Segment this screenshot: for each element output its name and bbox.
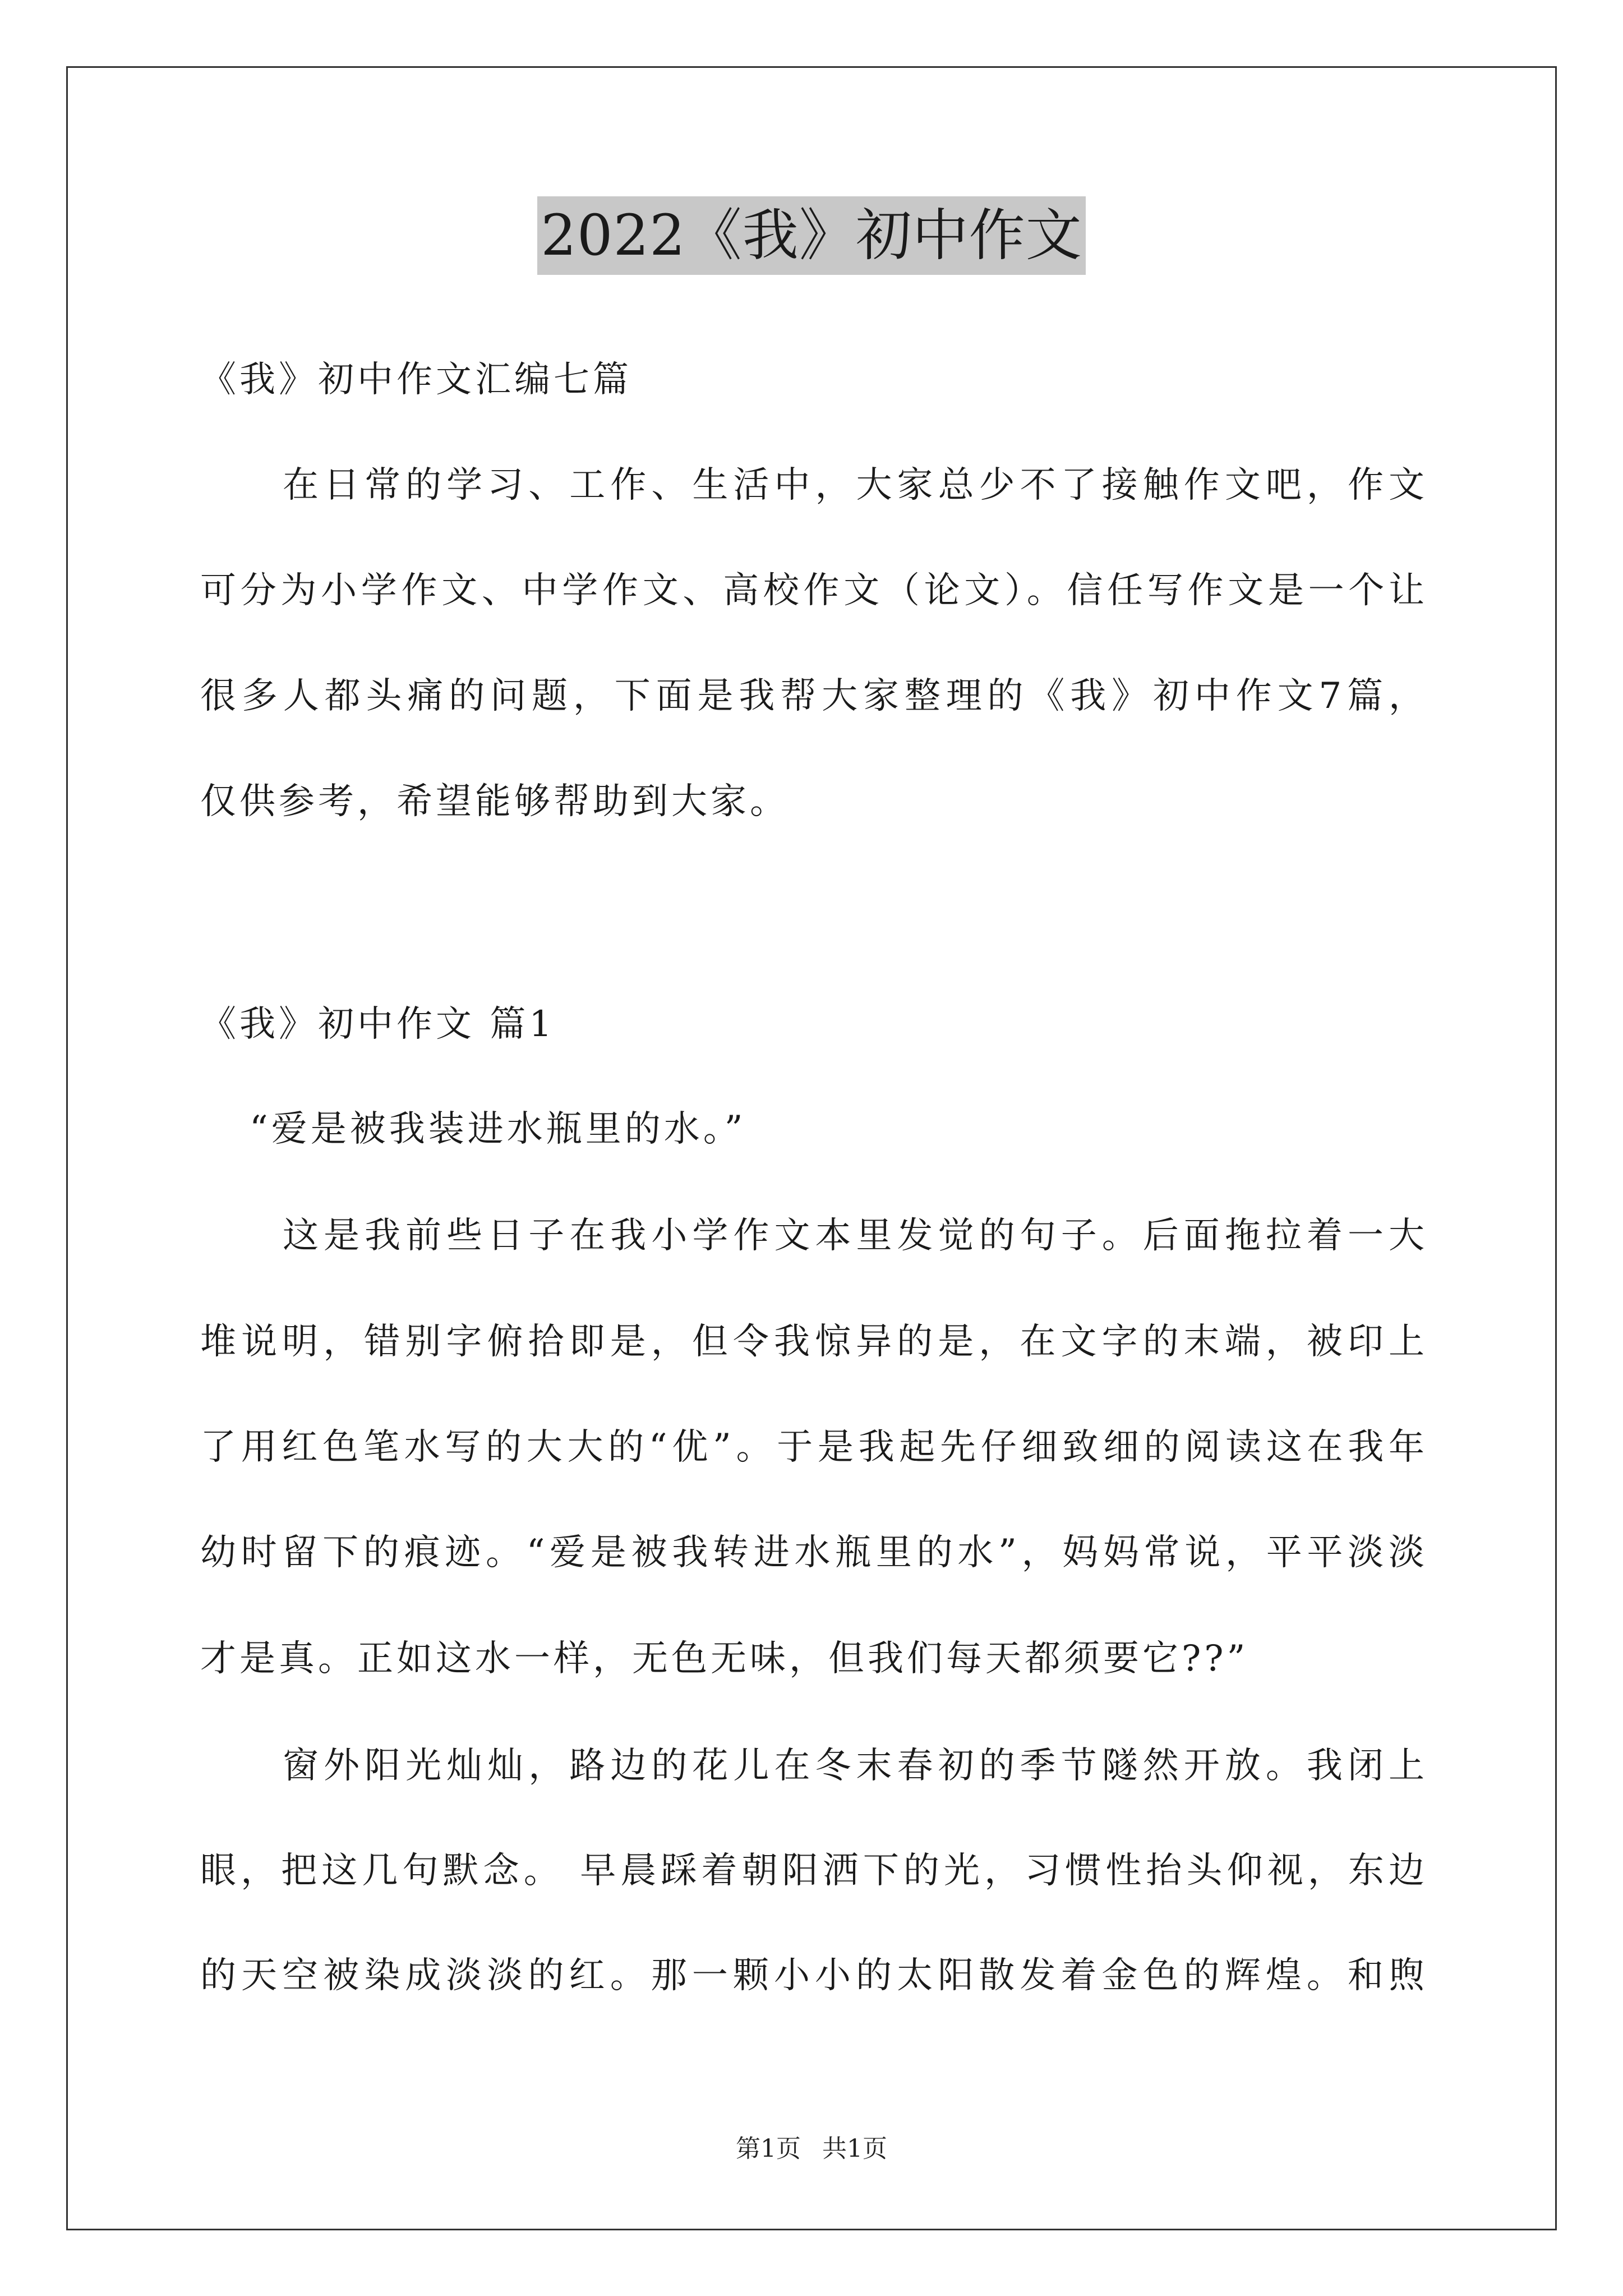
paragraph1-line-5: 才是真。正如这水一样，无色无味，但我们每天都须要它??” [200, 1638, 1249, 1680]
section-heading: 《我》初中作文 篇1 [200, 1004, 556, 1045]
intro-line-3: 很多人都头痛的问题，下面是我帮大家整理的《我》初中作文7篇， [200, 675, 1424, 717]
quote-line: “爱是被我装进水瓶里的水。” [250, 1108, 746, 1150]
paragraph2-line-2: 眼，把这几句默念。 早晨踩着朝阳洒下的光，习惯性抬头仰视，东边 [200, 1850, 1424, 1892]
intro-line-1: 在日常的学习、工作、生活中，大家总少不了接触作文吧，作文 [283, 464, 1424, 506]
document-subtitle: 《我》初中作文汇编七篇 [200, 359, 632, 401]
paragraph1-line-3: 了用红色笔水写的大大的“优”。于是我起先仔细致细的阅读这在我年 [200, 1427, 1424, 1468]
page-total: 共1页 [822, 2134, 887, 2163]
paragraph2-line-3: 的天空被染成淡淡的红。那一颗小小的太阳散发着金色的辉煌。和煦 [200, 1955, 1424, 1996]
paragraph1-line-4: 幼时留下的痕迹。“爱是被我转进水瓶里的水”，妈妈常说，平平淡淡 [200, 1532, 1424, 1573]
paragraph2-line-1: 窗外阳光灿灿，路边的花儿在冬末春初的季节隧然开放。我闭上 [283, 1745, 1424, 1787]
intro-line-4: 仅供参考，希望能够帮助到大家。 [200, 781, 789, 822]
title-block [0, 196, 1623, 275]
intro-line-2: 可分为小学作文、中学作文、高校作文（论文）。信任写作文是一个让 [200, 570, 1424, 611]
paragraph1-line-1: 这是我前些日子在我小学作文本里发觉的句子。后面拖拉着一大 [283, 1215, 1424, 1257]
paragraph1-line-2: 堆说明，错别字俯拾即是，但令我惊异的是，在文字的末端，被印上 [200, 1321, 1424, 1363]
page-number: 第1页 [736, 2134, 801, 2163]
document-title: 2022《我》初中作文 [537, 196, 1086, 275]
page-footer [0, 2133, 1623, 2165]
